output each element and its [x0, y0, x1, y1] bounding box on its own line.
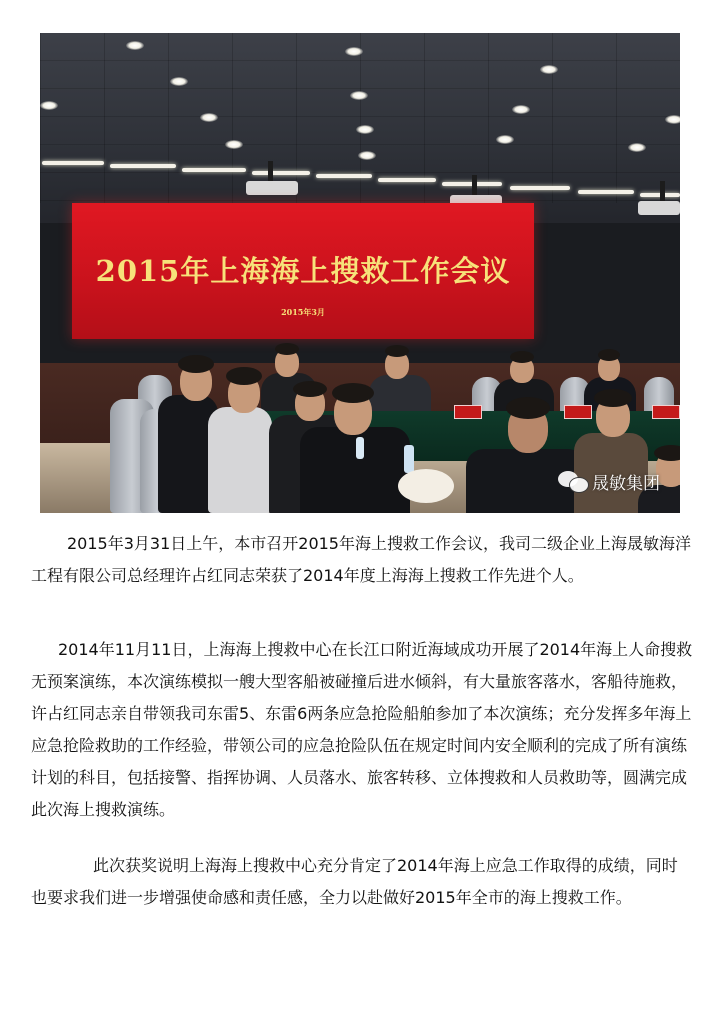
nameplate — [564, 405, 592, 419]
ceiling-light — [356, 125, 374, 134]
paragraph-2: 2014年11月11日，上海海上搜救中心在长江口附近海域成功开展了2014年海上人命搜救无预案演练，本次演练模拟一艘大型客船被碰撞后进水倾斜，有大量旅客落水，客船待施救，许占红同志亲自带领我司东雷5、东雷6两条应急抢险船舶参加了本次演练；充分发挥多年海上应急抢险救助的工作经验，带领公司的应急抢险队伍在规定时间内安全顺利的完成了所有演练计划的科目，包括接警、指挥协调、人员落水、旅客转移、立体搜救和人员救助等，圆满完成此次海上搜救演练。 — [31, 640, 693, 819]
projection-screen — [72, 203, 534, 339]
ceiling-light — [665, 115, 680, 124]
ceiling-light-strip — [42, 161, 104, 165]
ceiling-light — [628, 143, 646, 152]
ceiling-light — [40, 101, 58, 110]
ceiling-light — [512, 105, 530, 114]
ceiling-light — [225, 140, 243, 149]
ceiling-light-strip — [378, 178, 436, 182]
conference-photo — [40, 33, 680, 513]
ceiling-light — [358, 151, 376, 160]
ceiling-light-strip — [510, 186, 570, 190]
screen-date: 2015年3月 — [281, 307, 325, 317]
ceiling-light — [345, 47, 363, 56]
ceiling-light-strip — [252, 171, 310, 175]
screen-title: 2015年上海海上搜救工作会议 — [95, 254, 511, 288]
ceiling-light-strip — [110, 164, 176, 168]
ceiling-light — [200, 113, 218, 122]
ceiling-light-strip — [316, 174, 372, 178]
projector — [246, 181, 298, 195]
ceiling-light — [126, 41, 144, 50]
ceiling-light — [540, 65, 558, 74]
ceiling-light — [350, 91, 368, 100]
nameplate — [454, 405, 482, 419]
paragraph-1: 2015年3月31日上午，本市召开2015年海上搜救工作会议，我司二级企业上海晟敏海洋工程有限公司总经理许占红同志荣获了2014年度上海海上搜救工作先进个人。 — [31, 534, 691, 585]
projector — [638, 201, 680, 215]
ceiling-light — [496, 135, 514, 144]
watermark-text: 晟敏集团 — [592, 474, 660, 494]
watermark — [558, 469, 660, 494]
paragraph-3: 此次获奖说明上海海上搜救中心充分肯定了2014年海上应急工作取得的成绩，同时也要求我们进一步增强使命感和责任感，全力以赴做好2015年全市的海上搜救工作。 — [31, 856, 678, 907]
water-bottle — [404, 445, 414, 473]
nameplate — [652, 405, 680, 419]
wechat-icon — [558, 471, 588, 493]
ceiling-light-strip — [182, 168, 246, 172]
ceiling-light-strip — [578, 190, 634, 194]
ceiling-light — [170, 77, 188, 86]
round-table — [398, 469, 454, 503]
water-bottle — [356, 437, 364, 459]
